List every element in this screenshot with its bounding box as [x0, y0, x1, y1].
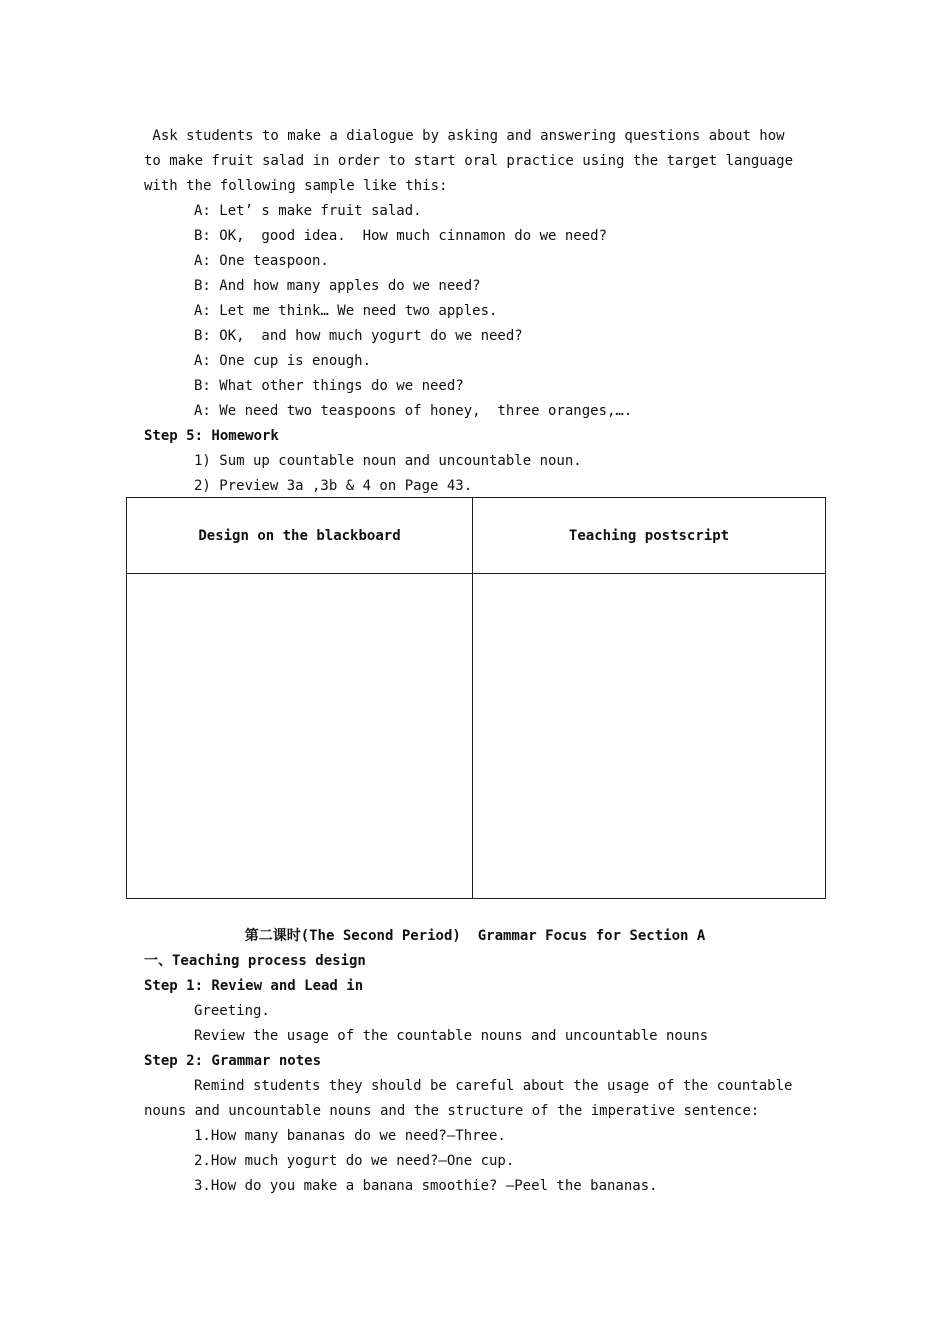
dialogue-line: A: Let’ s make fruit salad.: [194, 203, 422, 219]
intro-line-2: to make fruit salad in order to start oral practice using the target language: [144, 153, 794, 169]
step1-heading: Step 1: Review and Lead in: [144, 978, 364, 994]
step1-item: Review the usage of the countable nouns and uncountable nouns: [194, 1028, 709, 1044]
section-heading: 一、Teaching process design: [144, 953, 366, 969]
step2-heading: Step 2: Grammar notes: [144, 1053, 322, 1069]
dialogue-line: A: We need two teaspoons of honey, three oranges,….: [194, 403, 633, 419]
postscript-header: Teaching postscript: [473, 498, 826, 574]
postscript-cell: [473, 574, 826, 899]
blackboard-table: [126, 497, 826, 899]
dialogue-line: B: And how many apples do we need?: [194, 278, 481, 294]
homework-item: 1) Sum up countable noun and uncountable noun.: [194, 453, 582, 469]
dialogue-line: A: Let me think… We need two apples.: [194, 303, 498, 319]
homework-item: 2) Preview 3a ,3b & 4 on Page 43.: [194, 478, 473, 494]
step1-item: Greeting.: [194, 1003, 270, 1019]
dialogue-line: A: One cup is enough.: [194, 353, 372, 369]
step2-paragraph-line-2: nouns and uncountable nouns and the structure of the imperative sentence:: [144, 1103, 760, 1119]
intro-line-3: with the following sample like this:: [144, 178, 448, 194]
step5-heading: Step 5: Homework: [144, 428, 279, 444]
intro-line-1: Ask students to make a dialogue by asking and answering questions about how: [144, 128, 785, 144]
step2-paragraph-line-1: Remind students they should be careful about the usage of the countable: [194, 1078, 793, 1094]
blackboard-cell: [127, 574, 473, 899]
grammar-example: 3.How do you make a banana smoothie? –Peel the bananas.: [194, 1178, 658, 1194]
dialogue-line: B: What other things do we need?: [194, 378, 464, 394]
dialogue-line: B: OK, good idea. How much cinnamon do we need?: [194, 228, 608, 244]
period2-title: 第二课时(The Second Period) Grammar Focus for Section A: [244, 928, 706, 944]
grammar-example: 1.How many bananas do we need?—Three.: [194, 1128, 506, 1144]
blackboard-header: Design on the blackboard: [127, 498, 473, 574]
grammar-example: 2.How much yogurt do we need?—One cup.: [194, 1153, 515, 1169]
dialogue-line: B: OK, and how much yogurt do we need?: [194, 328, 523, 344]
dialogue-line: A: One teaspoon.: [194, 253, 329, 269]
